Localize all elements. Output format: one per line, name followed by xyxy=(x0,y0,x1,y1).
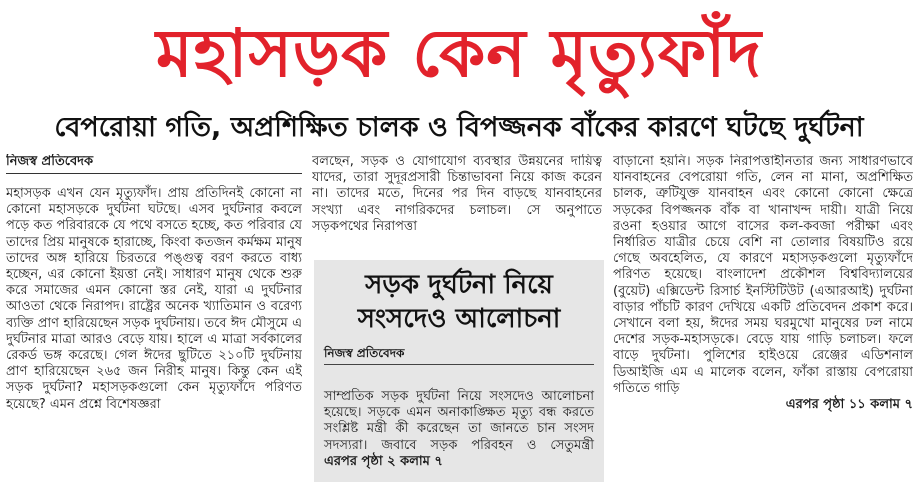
sidebar-body xyxy=(324,389,594,470)
article-column-2 xyxy=(312,154,602,254)
sidebar-title-line2: সংসদেও আলোচনা xyxy=(357,304,561,334)
article-byline: নিজস্ব প্রতিবেদক xyxy=(6,154,302,174)
sidebar-body-text: সাম্প্রতিক সড়ক দুর্ঘটনা নিয়ে সংসদেও আলোচনা হয়েছে। সড়কে এমন অনাকাঙ্ক্ষিত মৃত্যু বন্ধ করতে সংশ্লিষ্ট মন্ত্রী কী করেছেন তা জানতে চান সংসদ সদস্যরা। জবাবে সড়ক পরিবহন ও সেতুমন্ত্রী xyxy=(324,389,594,453)
sidebar-title-line1: সড়ক দুর্ঘটনা নিয়ে xyxy=(365,270,553,300)
sidebar-title xyxy=(314,260,604,336)
article-text-col1: মহাসড়ক এখন যেন মৃত্যুফাঁদ। প্রায় প্রতিদিনই কোনো না কোনো মহাসড়কে দুর্ঘটনা ঘটছে। এসব দুর্ঘটনার কবলে পড়ে কত পরিবারকে যে পথে বসতে হচ্ছে, কত পরিবার যে তাদের প্রিয় মানুষকে হারাচ্ছে, কিংবা কতজন কর্মক্ষম মানুষ তাদের অঙ্গ হারিয়ে চিরতরে পঙ্গুত্ব বরণ করতে বাধ্য হচ্ছেন, এর কোনো ইয়ত্তা নেই। সাধারণ মানুষ থেকে শুরু করে সমাজের এমন কোনো স্তর নেই, যারা এ দুর্ঘটনার আওতা থেকে নিরাপদ। রাষ্ট্রের অনেক খ্যাতিমান ও বরেণ্য ব্যক্তি প্রাণ হারিয়েছেন সড়ক দুর্ঘটনায়। তবে ঈদ মৌসুমে এ দুর্ঘটনার মাত্রা আরও বেড়ে যায়। হালে এ মাত্রা সর্বকালের রেকর্ড ভঙ্গ করেছে। গেল ঈদের ছুটিতে ২১০টি দুর্ঘটনায় প্রাণ হারিয়েছেন ২৬৫ জন নিরীহ মানুষ। কিন্তু কেন এই সড়ক দুর্ঘটনা? মহাসড়কগুলো কেন মৃত্যুফাঁদে পরিণত হয়েছে? এমন প্রশ্নে বিশেষজ্ঞরা xyxy=(6,186,302,412)
article-text-col2: বলছেন, সড়ক ও যোগাযোগ ব্যবস্থার উন্নয়নের দায়িত্ব যাদের, তারা সুদূরপ্রসারী চিন্তাভাবনা নিয়ে কাজ করেন না। তাদের মতে, দিনের পর দিন বাড়ছে যানবাহনের সংখ্যা এবং নাগরিকদের চলাচল। সে অনুপাতে সড়কপথের নিরাপত্তা xyxy=(312,154,602,234)
headline: মহাসড়ক কেন মৃত্যুফাঁদ xyxy=(155,15,762,92)
sidebar-jump-line: এরপর পৃষ্ঠা ২ কলাম ৭ xyxy=(324,453,443,469)
article-column-3 xyxy=(613,154,913,489)
article-text-col3: বাড়ানো হয়নি। সড়ক নিরাপত্তাহীনতার জন্য সাধারণভাবে যানবাহনের বেপরোয়া গতি, লেন না মানা, অপ্রশিক্ষিত চালক, ত্রুটিযুক্ত যানবাহন এবং কোনো কোনো ক্ষেত্রে সড়কের বিপজ্জনক বাঁক বা খানাখন্দ দায়ী। যাত্রী নিয়ে রওনা হওয়ার আগে বাসের কল-কবজা পরীক্ষা এবং নির্ধারিত যাত্রীর চেয়ে বেশি না তোলার বিষয়টিও রয়ে গেছে অবহেলিত, যে কারণে মহাসড়কগুলো মৃত্যুফাঁদে পরিণত হয়েছে। বাংলাদেশ প্রকৌশল বিশ্ববিদ্যালয়ের (বুয়েট) এক্সিডেন্ট রিসার্চ ইনস্টিটিউট (এআরআই) দুর্ঘটনা বাড়ার পাঁচটি কারণ দেখিয়ে একটি প্রতিবেদন প্রকাশ করে। সেখানে বলা হয়, ঈদের সময় ঘরমুখো মানুষের ঢল নামে দেশের সড়ক-মহাসড়কে। বেড়ে যায় গাড়ি চলাচল। ফলে বাড়ে দুর্ঘটনা। পুলিশের হাইওয়ে রেঞ্জের এডিশনাল ডিআইজি এম এ মালেক বলেন, ফাঁকা রাস্তায় বেপরোয়া গতিতে গাড়ি xyxy=(613,154,913,396)
sidebar-byline: নিজস্ব প্রতিবেদক xyxy=(324,346,594,365)
article-column-1 xyxy=(6,154,302,489)
sidebar-box xyxy=(314,260,604,482)
subheadline: বেপরোয়া গতি, অপ্রশিক্ষিত চালক ও বিপজ্জনক বাঁকের কারণে ঘটছে দুর্ঘটনা xyxy=(54,112,864,143)
article-jump-line: এরপর পৃষ্ঠা ১১ কলাম ৭ xyxy=(785,397,913,413)
